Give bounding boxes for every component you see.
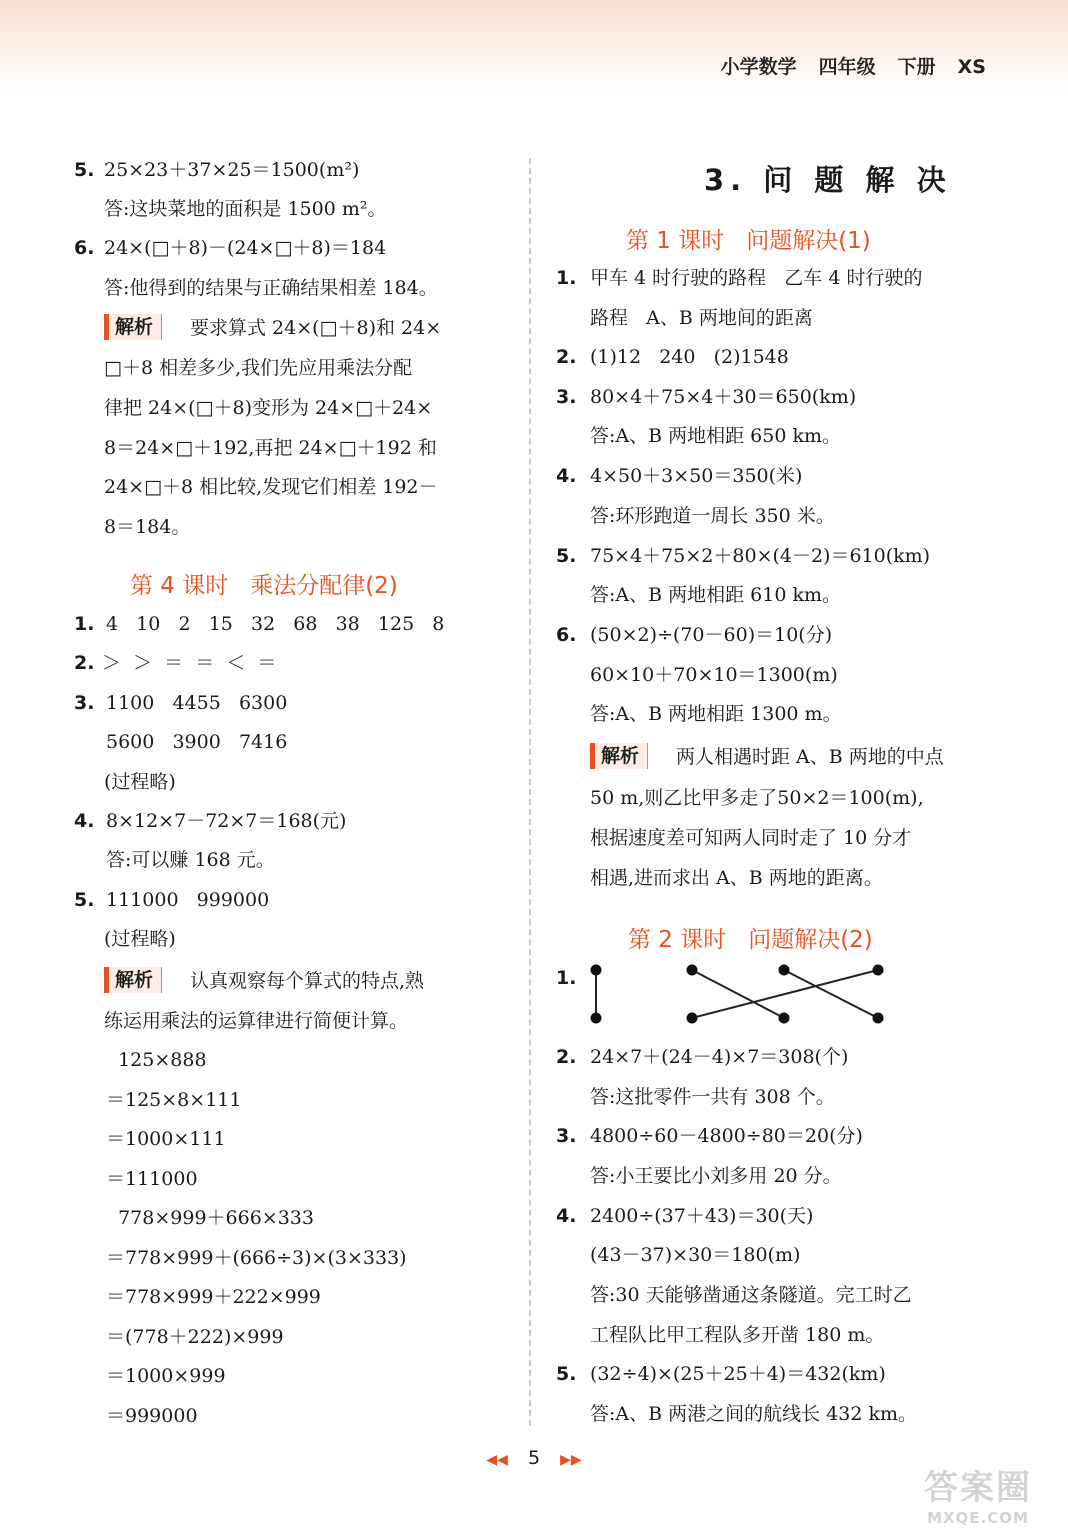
match-dot <box>873 1013 884 1024</box>
calc-line: ＝1000×999 <box>106 1365 226 1387</box>
answer-text: (过程略) <box>104 928 176 950</box>
grade-label: 四年级 <box>818 56 876 78</box>
analysis-line: 相遇,进而求出 A、B 两地的距离。 <box>590 867 883 889</box>
analysis-line: 律把 24×(□＋8)变形为 24×□＋24× <box>104 397 433 419</box>
match-dot <box>873 965 884 976</box>
match-dot <box>779 1013 790 1024</box>
analysis-tag: 解析 <box>104 314 162 340</box>
lesson-4-title: 第 4 课时 乘法分配律(2) <box>130 573 398 599</box>
answer-text: 答:他得到的结果与正确结果相差 184。 <box>104 277 438 299</box>
match-line <box>784 970 878 1018</box>
calc-line: ＝125×8×111 <box>106 1089 242 1111</box>
analysis-line: 练运用乘法的运算律进行简便计算。 <box>104 1010 409 1032</box>
analysis-line: 认真观察每个算式的特点,熟 <box>190 970 425 992</box>
analysis-line: □＋8 相差多少,我们先应用乘法分配 <box>104 357 413 379</box>
match-dot <box>687 965 698 976</box>
answer-text: 答:这批零件一共有 308 个。 <box>590 1086 835 1108</box>
lesson-2-title: 第 2 课时 问题解决(2) <box>628 927 873 953</box>
match-dot <box>779 965 790 976</box>
analysis-line: 24×□＋8 相比较,发现它们相差 192－ <box>104 476 438 498</box>
analysis-tag: 解析 <box>104 967 162 993</box>
answer-text: 路程 A、B 两地间的距离 <box>590 307 813 329</box>
calc-line: ＝778×999＋222×999 <box>106 1286 321 1308</box>
answer-text: (43－37)×30＝180(m) <box>590 1244 801 1266</box>
match-dot <box>591 1013 602 1024</box>
analysis-line: 根据速度差可知两人同时走了 10 分才 <box>590 827 912 849</box>
analysis-line: 要求算式 24×(□＋8)和 24× <box>190 317 442 339</box>
calc-line: ＝1000×111 <box>106 1128 226 1150</box>
chapter-title: 3. 问 题 解 决 <box>704 163 952 197</box>
answer-text: 工程队比甲工程队多开凿 180 m。 <box>590 1324 885 1346</box>
calc-line: ＝999000 <box>106 1405 198 1427</box>
volume-label: 下册 <box>897 56 936 78</box>
answer-text: 60×10＋70×10＝1300(m) <box>590 664 838 686</box>
match-line <box>692 970 878 1018</box>
answer-text: 答:这块菜地的面积是 1500 m²。 <box>104 198 387 220</box>
answer-text: 答:可以赚 168 元。 <box>106 849 275 871</box>
column-divider <box>529 158 531 1426</box>
answer-text: 答:A、B 两地相距 650 km。 <box>590 425 841 447</box>
subject-label: 小学数学 <box>720 56 797 78</box>
page-number: 5 <box>527 1447 541 1469</box>
watermark-logo <box>898 1460 1058 1528</box>
calc-line: 778×999＋666×333 <box>106 1207 314 1229</box>
analysis-line: 50 m,则乙比甲多走了50×2＝100(m), <box>590 787 924 809</box>
answer-text: 答:A、B 两地相距 1300 m。 <box>590 703 842 725</box>
match-dot <box>591 965 602 976</box>
answer-text: 5600 3900 7416 <box>106 731 288 753</box>
answer-text: 答:A、B 两地相距 610 km。 <box>590 584 841 606</box>
answer-text: 答:30 天能够凿通这条隧道。完工时乙 <box>590 1284 912 1306</box>
calc-line: ＝778×999＋(666÷3)×(3×333) <box>106 1247 407 1269</box>
calc-line: ＝111000 <box>106 1168 198 1190</box>
lesson-1-title: 第 1 课时 问题解决(1) <box>626 228 871 254</box>
analysis-line: 8＝184。 <box>104 516 191 538</box>
analysis-tag: 解析 <box>590 743 648 769</box>
analysis-line: 8＝24×□＋192,再把 24×□＋192 和 <box>104 437 437 459</box>
calc-line: ＝(778＋222)×999 <box>106 1326 284 1348</box>
book-info <box>699 52 986 79</box>
next-arrows-icon: ▶▶ <box>560 1452 582 1468</box>
matching-diagram <box>586 962 896 1026</box>
answer-text: (过程略) <box>104 771 176 793</box>
answer-text: 答:环形跑道一周长 350 米。 <box>590 505 835 527</box>
prev-arrows-icon: ◀◀ <box>486 1452 508 1468</box>
watermark-text: 答案圈 <box>924 1468 1032 1508</box>
answer-text: 答:A、B 两港之间的航线长 432 km。 <box>590 1403 917 1425</box>
match-dot <box>687 1013 698 1024</box>
calc-line: 125×888 <box>106 1049 207 1071</box>
match-line <box>692 970 784 1018</box>
edition-label: XS <box>957 56 986 78</box>
answer-text: 答:小王要比小刘多用 20 分。 <box>590 1165 842 1187</box>
watermark-url: MXQE.COM <box>927 1509 1029 1527</box>
analysis-line: 两人相遇时距 A、B 两地的中点 <box>676 746 944 768</box>
